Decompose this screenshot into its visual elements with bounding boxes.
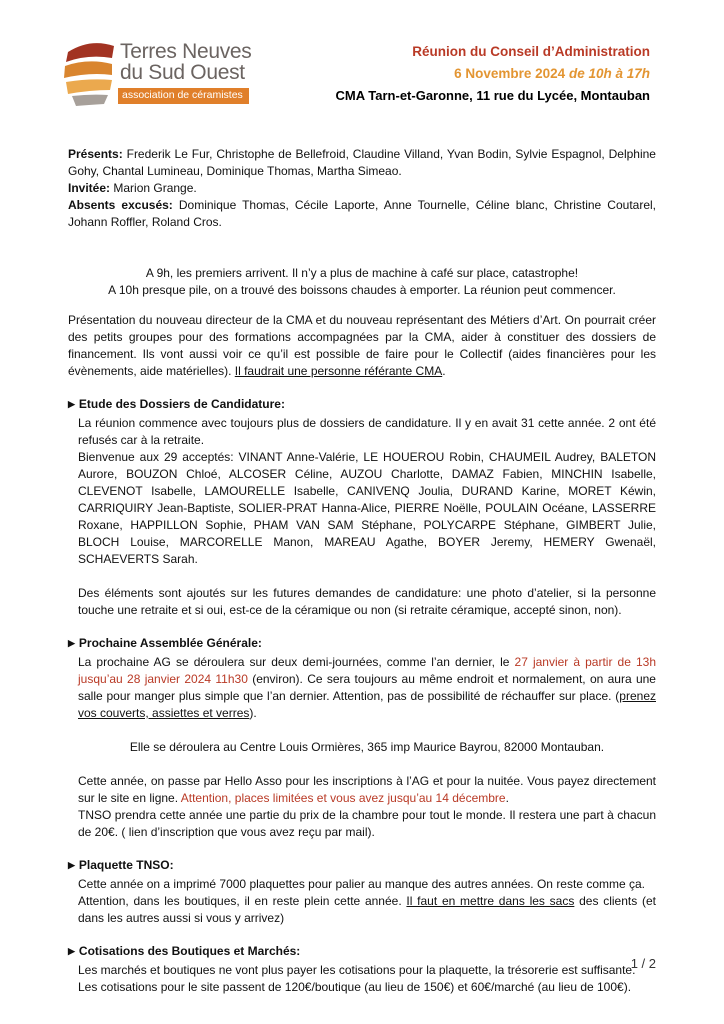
cotisations-p1: Les marchés et boutiques ne vont plus payer les cotisations pour la plaquette, la trésorerie est suffisante. [78, 963, 636, 977]
dossiers-p3: Des éléments sont ajoutés sur les futures demandes de candidature: une photo d’atelier, si la personne touche une retraite et si oui, est-ce de la céramique ou non (si retraite céramique, accepté sinon, non). [78, 586, 656, 617]
ag-p1-c: ). [249, 706, 257, 720]
guest-label: Invitée: [68, 181, 111, 195]
logo-stripe-yellow [66, 79, 112, 94]
logo-stripe-grey [72, 95, 108, 106]
absent-label: Absents excusés: [68, 198, 173, 212]
section-ag-title: Prochaine Assemblée Générale: [78, 636, 262, 650]
logo-stripe-orange [64, 61, 112, 78]
ag-p2 [78, 773, 656, 807]
plaquette-underlined: Il faut en mettre dans les sacs [406, 894, 575, 908]
section-plaquette-heading [68, 857, 656, 874]
guest-name: Marion Grange. [113, 181, 197, 195]
section-dossiers-body [68, 415, 656, 619]
plaquette-p2-b: des clients (et dans les autres aussi si vous y arrivez) [78, 894, 656, 925]
intro-paragraph-text: Présentation du nouveau directeur de la CMA et du nouveau représentant des Métiers d’Art. On pourrait créer des petits groupes pour des formations accompagnées par la CMA, aider à constituer des dossiers de financement. Ils vont aussi voir ce qu’il est possible de faire pour le Collectif (aides financières pour les évènements, aide matérielles). [68, 313, 656, 378]
ag-dates: 27 janvier à partir de 13h jusqu’au 28 janvier 2024 11h30 [78, 655, 656, 686]
ag-deadline: Attention, places limitées et vous avez jusqu’au 14 décembre [180, 791, 506, 805]
meeting-time: de 10h à 17h [568, 66, 650, 81]
section-dossiers-heading [68, 396, 656, 413]
present-list [68, 146, 656, 180]
section-cotisations-heading [68, 943, 656, 960]
meeting-date-line [454, 66, 650, 81]
intro-paragraph [68, 312, 656, 380]
dossiers-p1: La réunion commence avec toujours plus de dossiers de candidature. Il y en avait 31 cette année. 2 ont été refusés car à la retraite. [78, 416, 656, 447]
bullet-arrow-icon: ▶ [68, 946, 75, 956]
section-cotisations-title: Cotisations des Boutiques et Marchés: [78, 944, 301, 958]
page-number: 1 / 2 [630, 956, 656, 971]
plaquette-p2 [78, 893, 656, 927]
section-dossiers-title: Etude des Dossiers de Candidature: [78, 397, 285, 411]
ag-p1-a: La prochaine AG se déroulera sur deux demi-journées, comme l’an dernier, le [78, 655, 515, 669]
intro-underlined: Il faudrait une personne référante CMA [234, 364, 443, 378]
logo-line-2: du Sud Ouest [120, 61, 245, 84]
section-plaquette-body [68, 876, 656, 927]
ag-bring-utensils: prenez vos couverts, assiettes et verres [78, 689, 656, 720]
logo-tagline: association de céramistes [118, 88, 249, 104]
ag-p1 [78, 654, 656, 722]
ag-p3: TNSO prendra cette année une partie du prix de la chambre pour tout le monde. Il restera une part à chacun de 20€. ( lien d’inscription que vous avez reçu par mail). [78, 808, 656, 839]
cotisations-p2: Les cotisations pour le site passent de 120€/boutique (au lieu de 150€) et 60€/marché (au lieu de 100€). [78, 980, 632, 994]
present-names: Frederik Le Fur, Christophe de Bellefroid, Claudine Villand, Yvan Bodin, Sylvie Espagnol, Delphine Gohy, Chantal Lumineau, Dominique Thomas, Martha Simeao. [68, 147, 656, 178]
absent-names: Dominique Thomas, Cécile Laporte, Anne Tournelle, Céline blanc, Christine Coutarel, Johann Roffler, Roland Cros. [68, 198, 656, 229]
document-body [68, 146, 656, 996]
meeting-title: Réunion du Conseil d’Administration [412, 44, 650, 59]
plaquette-p2-a: Attention, dans les boutiques, il en reste plein cette année. [78, 894, 407, 908]
bullet-arrow-icon: ▶ [68, 860, 75, 870]
section-plaquette-title: Plaquette TNSO: [78, 858, 174, 872]
intro-line-2: A 10h presque pile, on a trouvé des boissons chaudes à emporter. La réunion peut commencer. [108, 283, 616, 297]
section-ag-heading [68, 635, 656, 652]
guest-line [68, 180, 656, 197]
ag-p2-b: . [505, 791, 509, 805]
section-cotisations-body [68, 962, 656, 996]
intro-end: . [442, 364, 446, 378]
present-label: Présents: [68, 147, 123, 161]
plaquette-p1: Cette année on a imprimé 7000 plaquettes pour palier au manque des autres années. On reste comme ça. [78, 877, 646, 891]
section-ag-body [68, 654, 656, 841]
meeting-location: CMA Tarn-et-Garonne, 11 rue du Lycée, Montauban [335, 88, 650, 103]
dossiers-p2: Bienvenue aux 29 acceptés: VINANT Anne-Valérie, LE HOUEROU Robin, CHAUMEIL Audrey, BALETON Aurore, BOUZON Chloé, ALCOSER Céline, AUZOU Charlotte, DAMAZ Fabien, MINCHIN Isabelle, CLEVENOT Isabelle, LAMOURELLE Isabelle, CANIVENQ Joulia, DURAND Karine, MORET Kéwin, CARRIQUIRY Jean-Baptiste, SOLIER-PRAT Hanna-Alice, PIERRE Noëlle, POULAIN Océane, LASSERRE Roxane, HAPPILLON Sophie, PHAM VAN SAM Stéphane, POLYCARPE Stéphane, GIMBERT Julie, BLOCH Louise, MARCORELLE Manon, MAREAU Agathe, BOYER Jeremy, HEMERY Gwenaël, SCHAEVERTS Sarah. [78, 450, 656, 566]
ag-p2-a: Cette année, on passe par Hello Asso pour les inscriptions à l’AG et pour la nuitée. Vous payez directement sur le site en ligne. [78, 774, 656, 805]
bullet-arrow-icon: ▶ [68, 399, 75, 409]
bullet-arrow-icon: ▶ [68, 638, 75, 648]
ag-p1-b: (environ). Ce sera toujours au même endroit et normalement, on aura une salle pour manger plus simple que l’an dernier. Attention, pas de possibilité de réchauffer sur place. ( [78, 672, 656, 703]
absent-list [68, 197, 656, 231]
ag-place: Elle se déroulera au Centre Louis Ormières, 365 imp Maurice Bayrou, 82000 Montauban. [129, 740, 605, 754]
logo-line-1: Terres Neuves [120, 40, 252, 63]
logo-stripe-red [66, 43, 114, 62]
meeting-date: 6 Novembre 2024 [454, 66, 566, 81]
intro-line-1: A 9h, les premiers arrivent. Il n’y a plus de machine à café sur place, catastrophe! [145, 266, 579, 280]
